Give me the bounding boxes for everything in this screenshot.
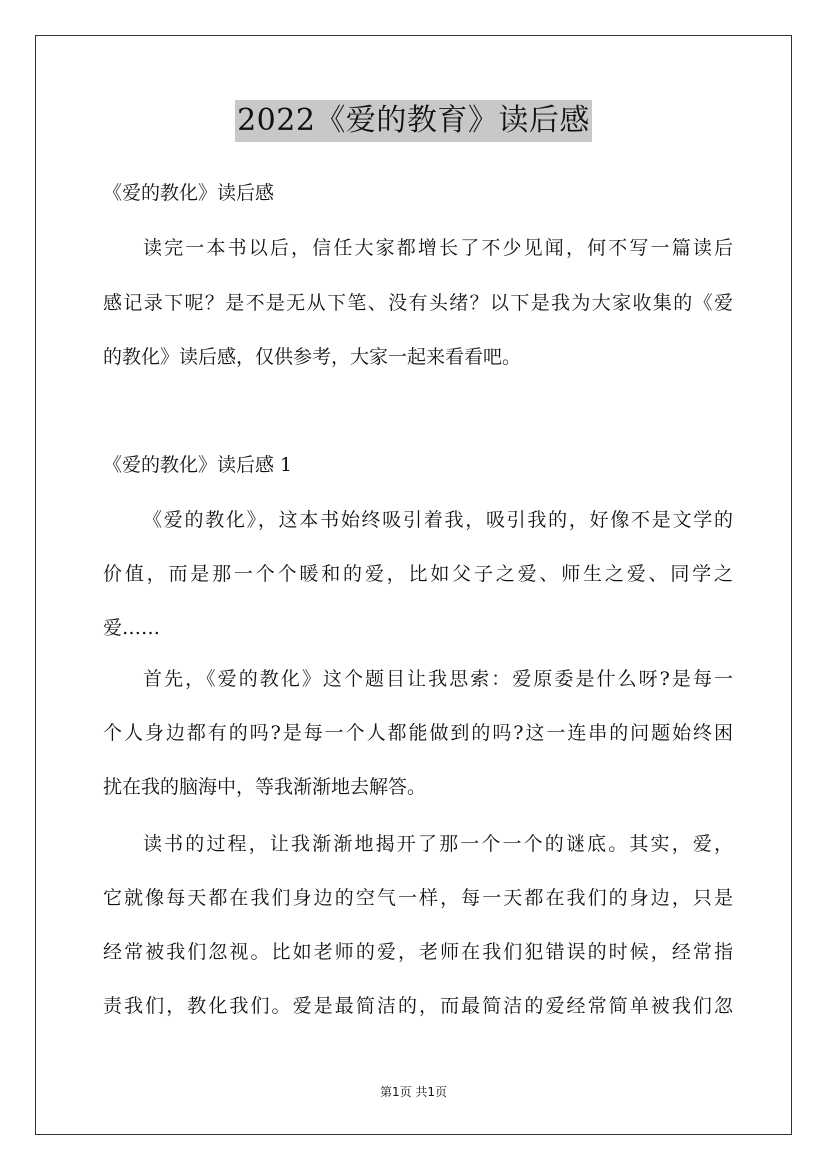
paragraph-line: 价值，而是那一个个暖和的爱，比如父子之爱、师生之爱、同学之 bbox=[103, 563, 733, 585]
paragraph-line: 《爱的教化》，这本书始终吸引着我，吸引我的，好像不是文学的 bbox=[143, 509, 733, 531]
paragraph-line: 个人身边都有的吗?是每一个人都能做到的吗?这一连串的问题始终困 bbox=[103, 722, 733, 744]
intro-line: 读完一本书以后，信任大家都增长了不少见闻，何不写一篇读后 bbox=[143, 237, 733, 259]
paragraph-line: 扰在我的脑海中，等我渐渐地去解答。 bbox=[103, 776, 427, 798]
title-container bbox=[0, 100, 827, 142]
subtitle: 《爱的教化》读后感 bbox=[103, 182, 275, 204]
intro-line: 感记录下呢？是不是无从下笔、没有头绪？以下是我为大家收集的《爱 bbox=[103, 292, 733, 314]
paragraph-line: 它就像每天都在我们身边的空气一样，每一天都在我们的身边，只是 bbox=[103, 887, 733, 909]
paragraph-line: 读书的过程，让我渐渐地揭开了那一个一个的谜底。其实，爱， bbox=[143, 833, 733, 855]
intro-line: 的教化》读后感，仅供参考，大家一起来看看吧。 bbox=[103, 346, 522, 368]
paragraph-line: 经常被我们忽视。比如老师的爱，老师在我们犯错误的时候，经常指 bbox=[103, 941, 733, 963]
page-number: 第1页 共1页 bbox=[379, 1085, 448, 1099]
document-title: 2022《爱的教育》读后感 bbox=[235, 100, 592, 142]
paragraph-line: 责我们，教化我们。爱是最简洁的，而最简洁的爱经常简单被我们忽 bbox=[103, 995, 733, 1017]
section-heading: 《爱的教化》读后感 1 bbox=[103, 454, 293, 476]
paragraph-line: 爱…… bbox=[103, 617, 161, 639]
paragraph-line: 首先，《爱的教化》这个题目让我思索：爱原委是什么呀?是每一 bbox=[143, 668, 733, 690]
